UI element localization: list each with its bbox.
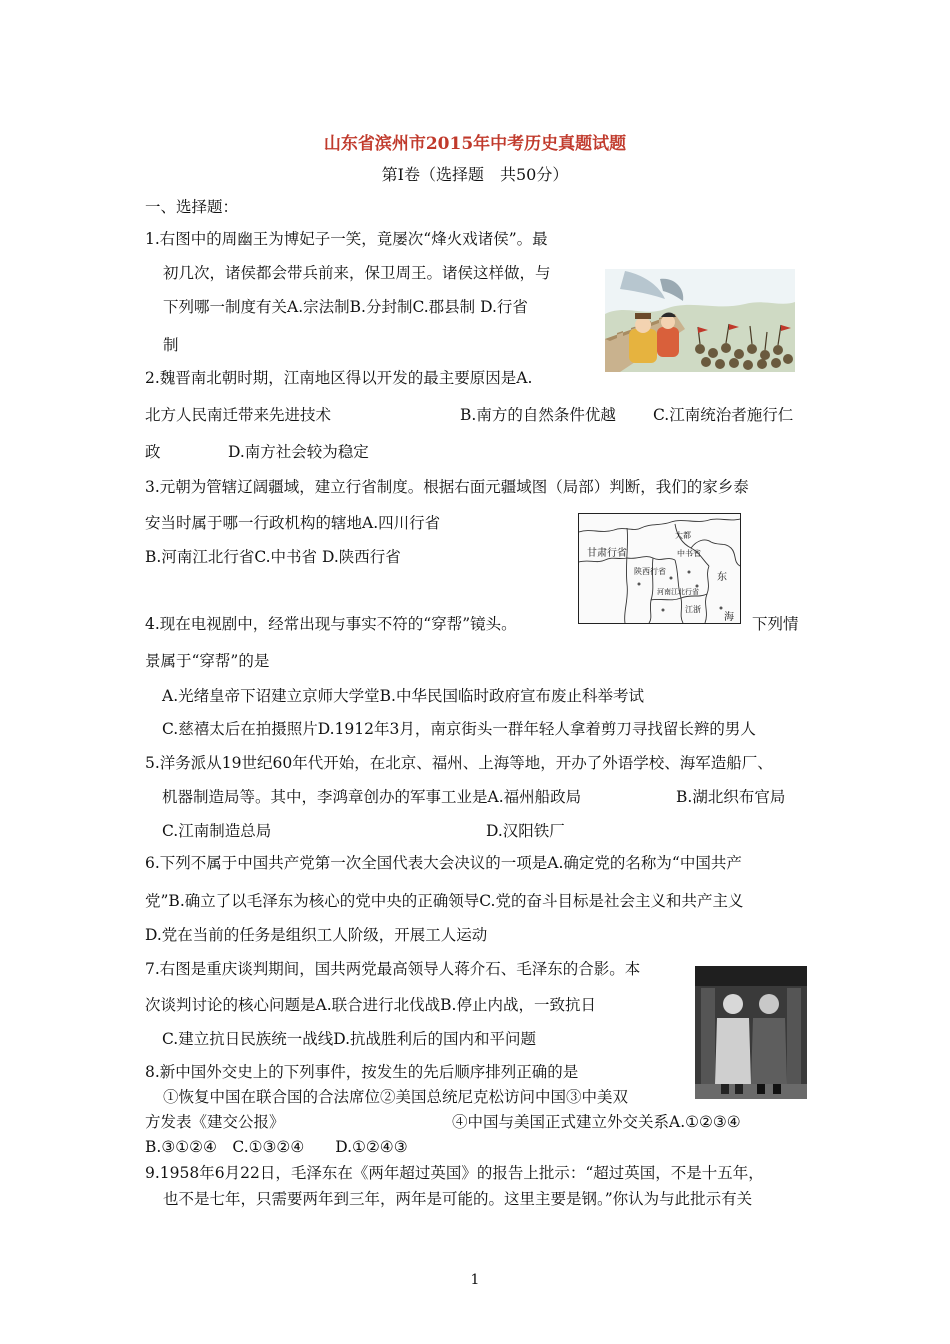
q4-line-1: 4.现在电视剧中，经常出现与事实不符的“穿帮”镜头。 [145,615,517,633]
map-label-gansu: 甘肃行省 [587,548,627,559]
q7-line-2: 次谈判讨论的核心问题是A.联合进行北伐战B.停止内战，一致抗日 [145,996,596,1014]
q4-line-1-end: 下列情 [752,615,799,633]
q3-line-2: 安当时属于哪一行政机构的辖地A.四川行省 [145,514,441,532]
q9-line-2: 也不是七年，只需要两年到三年，两年是可能的。这里主要是钢。”你认为与此批示有关 [163,1190,753,1208]
q2-option-b: B.南方的自然条件优越 [460,406,616,424]
q3-line-1: 3.元朝为管辖辽阔疆域，建立行省制度。根据右面元疆域图（局部）判断，我们的家乡泰 [145,478,749,496]
q6-line-1: 6.下列不属于中国共产党第一次全国代表大会决议的一项是A.确定党的名称为“中国共产 [145,854,742,872]
q2-line-1: 2.魏晋南北朝时期，江南地区得以开发的最主要原因是A. [145,369,533,387]
section-subtitle: 第Ⅰ卷（选择题 共50分） [381,165,569,184]
q8-options: B.③①②④ C.①③②④ D.①②④③ [145,1138,408,1156]
yuan-territory-map [578,513,741,624]
section-heading: 一、选择题： [145,198,239,216]
map-label-henan: 河南江北行省 [657,588,699,596]
q5-option-c: C.江南制造总局 [162,822,272,840]
q5-line-2: 机器制造局等。其中，李鸿章创办的军事工业是A.福州船政局 [162,788,582,806]
q8-line-3-end: ④中国与美国正式建立外交关系A.①②③④ [452,1113,741,1131]
map-label-east: 东 [717,572,727,583]
q6-line-3: D.党在当前的任务是组织工人阶级，开展工人运动 [145,926,488,944]
q6-line-2: 党”B.确立了以毛泽东为核心的党中央的正确领导C.党的奋斗目标是社会主义和共产主义 [145,892,744,910]
q3-line-3: B.河南江北行省C.中书省 D.陕西行省 [145,548,401,566]
map-label-zhongshu: 中书省 [677,549,701,558]
map-label-shaanxi: 陕西行省 [634,567,666,576]
beacon-fire-illustration [605,269,795,372]
q9-line-1: 9.1958年6月22日，毛泽东在《两年超过英国》的报告上批示：“超过英国，不是十五年， [145,1164,764,1182]
q1-line-2: 初几次，诸侯都会带兵前来，保卫周王。诸侯这样做，与 [163,264,551,282]
q1-line-3: 下列哪一制度有关A.宗法制B.分封制C.郡县制 D.行省 [163,298,528,316]
q5-option-b: B.湖北织布官局 [676,788,786,806]
q8-line-3: 方发表《建交公报》 [145,1113,285,1131]
map-label-jiangzhe: 江浙 [685,605,701,614]
page-title: 山东省滨州市2015年中考历史真题试题 [323,134,627,154]
page-number: 1 [470,1272,480,1288]
map-label-sea: 海 [724,612,734,623]
chongqing-negotiation-photo [695,966,807,1099]
q7-line-1: 7.右图是重庆谈判期间，国共两党最高领导人蒋介石、毛泽东的合影。本 [145,960,641,978]
q8-line-2: ①恢复中国在联合国的合法席位②美国总统尼克松访问中国③中美双 [163,1088,629,1106]
q1-line-4: 制 [163,336,179,354]
q2-option-a: 北方人民南迁带来先进技术 [145,406,332,424]
map-label-dadu: 大都 [675,531,691,540]
q4-line-2: 景属于“穿帮”的是 [145,652,270,670]
q4-options-cd: C.慈禧太后在拍摄照片D.1912年3月，南京街头一群年轻人拿着剪刀寻找留长辫的男人 [162,720,756,738]
q2-option-c-end: 政 [145,443,161,461]
q4-options-ab: A.光绪皇帝下诏建立京师大学堂B.中华民国临时政府宣布废止科举考试 [162,687,644,705]
q2-option-c: C.江南统治者施行仁 [653,406,794,424]
q8-line-1: 8.新中国外交史上的下列事件，按发生的先后顺序排列正确的是 [145,1063,579,1081]
q5-line-1: 5.洋务派从19世纪60年代开始，在北京、福州、上海等地，开办了外语学校、海军造船厂、 [145,754,773,772]
q1-line-1: 1.右图中的周幽王为博妃子一笑，竟屡次“烽火戏诸侯”。最 [145,230,548,248]
q7-line-3: C.建立抗日民族统一战线D.抗战胜利后的国内和平问题 [162,1030,537,1048]
q5-option-d: D.汉阳铁厂 [486,822,565,840]
q2-option-d: D.南方社会较为稳定 [228,443,369,461]
